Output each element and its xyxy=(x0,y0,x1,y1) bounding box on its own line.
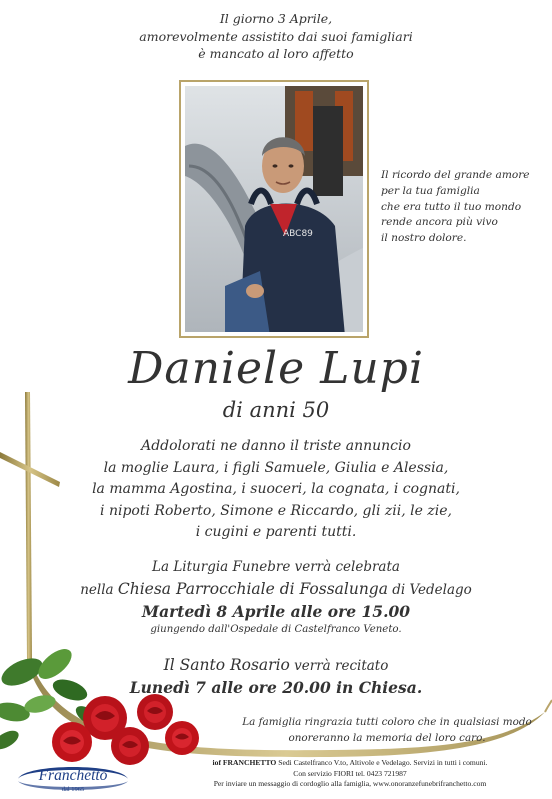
company-name: iof FRANCHETTO xyxy=(212,758,277,767)
family-thanks xyxy=(222,714,552,746)
rosary-datetime: Lunedì 7 alle ore 20.00 in Chiesa. xyxy=(129,678,423,697)
thanks-line: La famiglia ringrazia tutti coloro che in qualsiasi modo xyxy=(242,716,532,728)
logo-since: dal 1965 xyxy=(61,786,85,793)
portrait-photo xyxy=(185,86,363,332)
liturgy-location-post: di Vedelago xyxy=(387,582,472,598)
shirt-text: ABC89 xyxy=(283,229,313,239)
funeral-liturgy-info xyxy=(0,557,552,637)
footer-line: Con servizio FIORI tel. 0423 721987 xyxy=(293,768,407,778)
footer-contact-info xyxy=(155,758,545,790)
thanks-line: onoreranno la memoria del loro caro. xyxy=(288,732,486,744)
liturgy-intro: La Liturgia Funebre verrà celebrata xyxy=(152,559,400,575)
rosary-title xyxy=(0,654,552,677)
intro-line: Il giorno 3 Aprile, xyxy=(219,11,333,26)
franchetto-logo xyxy=(14,761,132,797)
rosary-title-post: verrà recitato xyxy=(289,658,389,674)
mourners-line: la moglie Laura, i figli Samuele, Giulia e Alessia, xyxy=(103,459,449,476)
rosary-info xyxy=(0,654,552,699)
liturgy-datetime: Martedì 8 Aprile alle ore 15.00 xyxy=(141,602,411,621)
intro-line: è mancato al loro affetto xyxy=(198,46,354,61)
quote-line: per la tua famiglia xyxy=(381,184,480,197)
rosary-title-main: Il Santo Rosario xyxy=(163,656,290,674)
mourners-line: i cugini e parenti tutti. xyxy=(195,524,357,540)
liturgy-note: giungendo dall'Ospedale di Castelfranco Veneto. xyxy=(150,624,402,635)
footer-line[interactable]: Per inviare un messaggio di cordoglio alla famiglia, www.onoranzefunebrifranchetto.com xyxy=(213,779,487,788)
intro-line: amorevolmente assistito dai suoi famigliari xyxy=(139,28,413,44)
quote-line: rende ancora più vivo xyxy=(381,216,498,229)
quote-line: Il ricordo del grande amore xyxy=(381,169,530,181)
memorial-quote xyxy=(381,168,551,247)
mourners-announcement xyxy=(0,436,552,544)
footer-sedi: Sedi Castelfranco V.to, Altivole e Vedelago. Servizi in tutti i comuni. xyxy=(276,758,488,767)
intro-text xyxy=(0,10,552,63)
portrait-illustration xyxy=(185,86,363,332)
mourners-line: i nipoti Roberto, Simone e Riccardo, gli zii, le zie, xyxy=(100,502,452,519)
liturgy-location xyxy=(0,578,552,601)
quote-line: il nostro dolore. xyxy=(381,232,467,245)
deceased-age: di anni 50 xyxy=(222,398,330,422)
footer-line xyxy=(155,758,545,769)
portrait-frame xyxy=(179,80,369,338)
mourners-line: la mamma Agostina, i suoceri, la cognata, i cognati, xyxy=(92,481,460,497)
footer xyxy=(0,752,552,799)
liturgy-location-pre: nella xyxy=(80,582,118,598)
logo-name: Franchetto xyxy=(38,767,108,784)
mourners-line: Addolorati ne danno il triste annuncio xyxy=(141,438,411,454)
deceased-name: Daniele Lupi xyxy=(128,343,424,394)
quote-line: che era tutto il tuo mondo xyxy=(381,200,522,213)
church-name: Chiesa Parrocchiale di Fossalunga xyxy=(117,580,388,598)
